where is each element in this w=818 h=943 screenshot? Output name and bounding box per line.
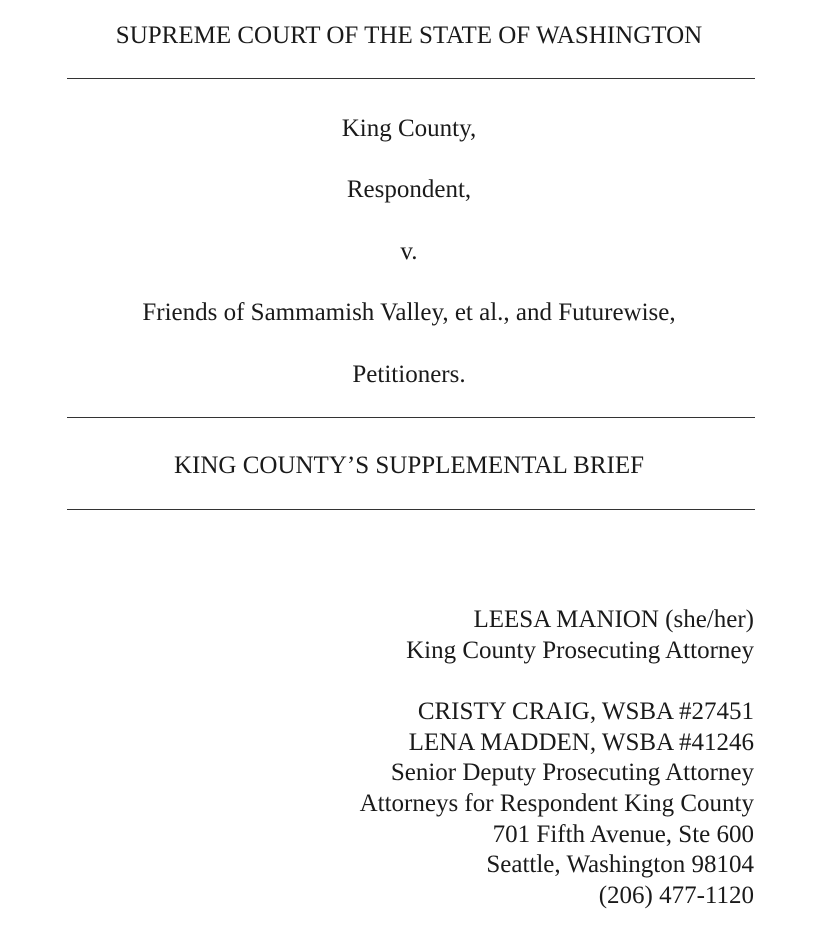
court-heading: SUPREME COURT OF THE STATE OF WASHINGTON [115, 22, 703, 49]
document-title: KING COUNTY’S SUPPLEMENTAL BRIEF [173, 452, 644, 479]
signature-block [406, 605, 754, 666]
top-divider [67, 78, 755, 79]
attorney-1: CRISTY CRAIG, WSBA #27451 [417, 698, 754, 725]
attorney-role: Senior Deputy Prosecuting Attorney [390, 759, 754, 787]
attorneys-for: Attorneys for Respondent King County [359, 790, 754, 818]
city-address: Seattle, Washington 98104 [486, 851, 754, 879]
respondent-role: Respondent, [346, 176, 472, 203]
counsel-block [360, 697, 754, 912]
versus-label: v. [400, 238, 418, 265]
phone-number: (206) 477-1120 [598, 882, 754, 910]
prosecutor-title: King County Prosecuting Attorney [406, 636, 754, 664]
petitioner-party-names: Friends of Sammamish Valley, et al., and Futurewise, [142, 299, 676, 326]
street-address: 701 Fifth Avenue, Ste 600 [492, 820, 754, 848]
prosecutor-name: LEESA MANION (she/her) [473, 606, 754, 633]
caption-divider [67, 417, 755, 418]
attorney-2: LENA MADDEN, WSBA #41246 [408, 728, 754, 756]
title-divider [67, 509, 755, 510]
petitioner-role: Petitioners. [352, 361, 466, 388]
respondent-party-name: King County, [341, 115, 477, 142]
